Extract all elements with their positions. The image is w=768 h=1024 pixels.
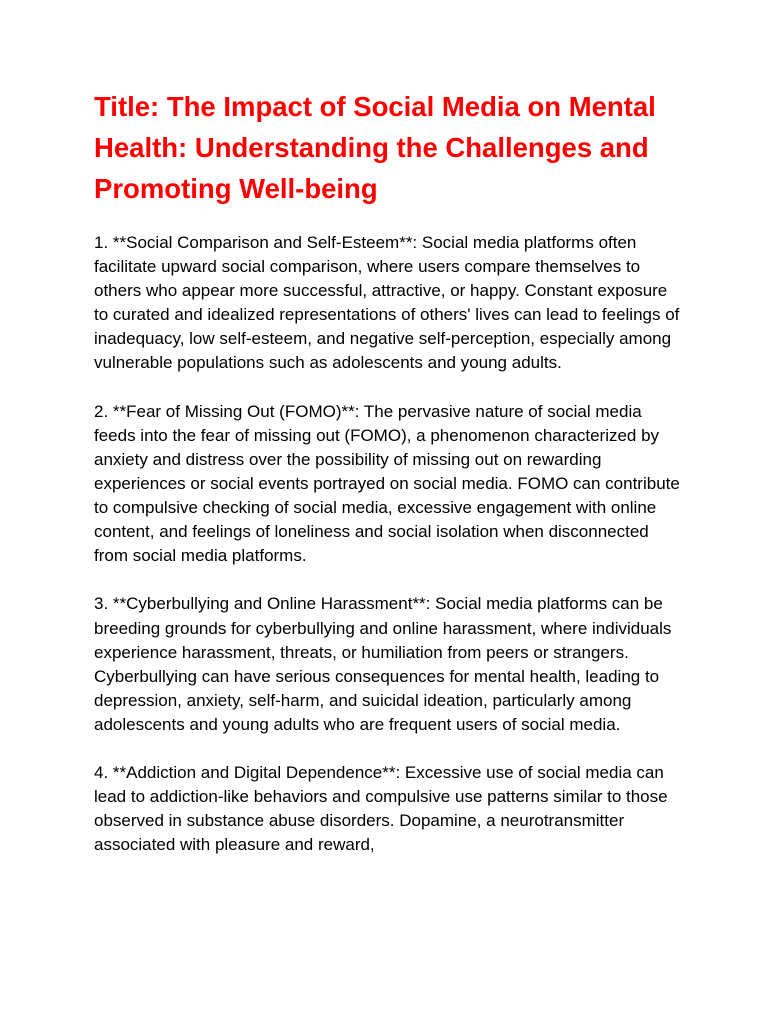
paragraph-cyberbullying: 3. **Cyberbullying and Online Harassment**: Social media platforms can be breeding grounds for cyberbullying and online harassment, where individuals experience harassment, threats, or humiliation from peers or strangers. Cyberbullying can have serious consequences for mental health, leading to depression, anxiety, self-harm, and suicidal ideation, particularly among adolescents and young adults who are frequent users of social media. [94,594,672,734]
paragraph-addiction: 4. **Addiction and Digital Dependence**: Excessive use of social media can lead to addiction-like behaviors and compulsive use patterns similar to those observed in substance abuse disorders. Dopamine, a neurotransmitter associated with pleasure and reward, [94,763,668,855]
document-title: Title: The Impact of Social Media on Mental Health: Understanding the Challenges and Promoting Well-being [94,91,656,204]
paragraph-fomo: 2. **Fear of Missing Out (FOMO)**: The pervasive nature of social media feeds into the fear of missing out (FOMO), a phenomenon characterized by anxiety and distress over the possibility of missing out on rewarding experiences or social events portrayed on social media. FOMO can contribute to compulsive checking of social media, excessive engagement with online content, and feelings of loneliness and social isolation when disconnected from social media platforms. [94,401,680,566]
paragraph-social-comparison: 1. **Social Comparison and Self-Esteem**: Social media platforms often facilitate upward social comparison, where users compare themselves to others who appear more successful, attractive, or happy. Constant exposure to curated and idealized representations of others' lives can lead to feelings of inadequacy, low self-esteem, and negative self-perception, especially among vulnerable populations such as adolescents and young adults. [94,233,680,373]
document-body [94,231,684,882]
